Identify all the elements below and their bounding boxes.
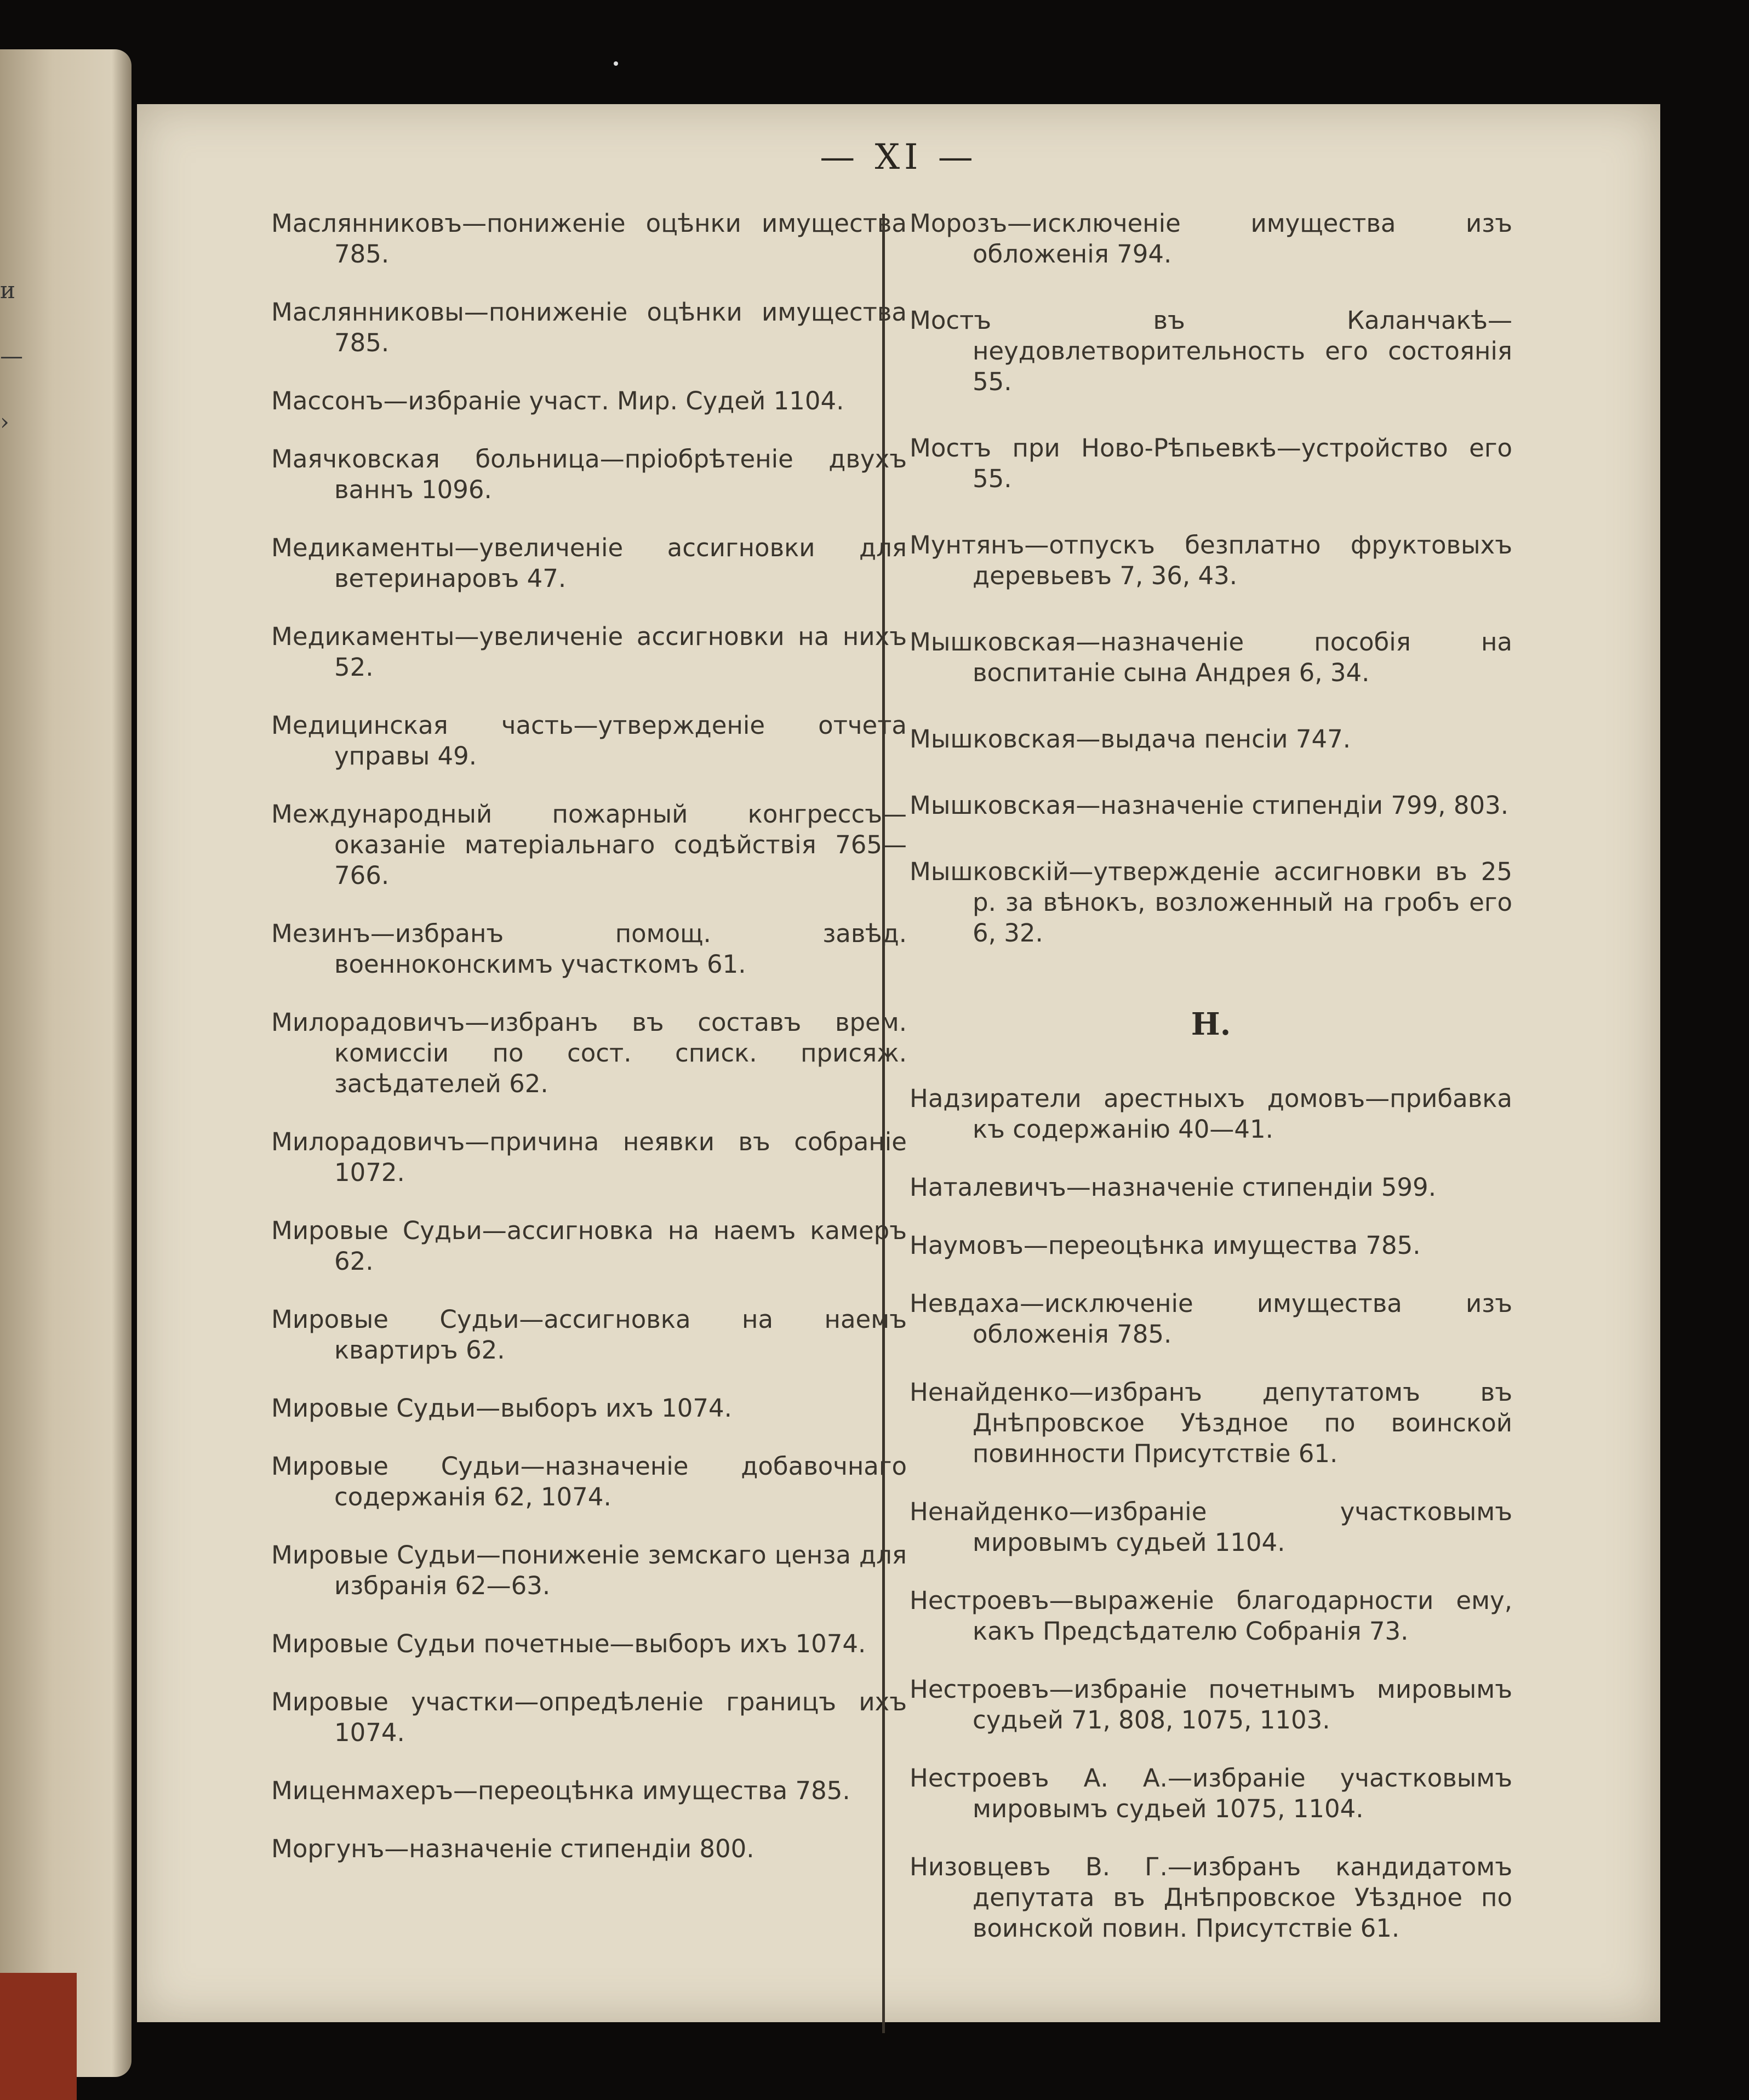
index-entry: Нестроевъ А. А.—избраніе участковымъ мировымъ судьей 1075, 1104. xyxy=(910,1764,1512,1823)
index-entry: Маячковская больница—пріобрѣтеніе двухъ ваннъ 1096. xyxy=(271,444,907,504)
index-page xyxy=(137,104,1660,2022)
margin-mark: — xyxy=(0,343,23,369)
index-entry: Массонъ—избраніе участ. Мир. Судей 1104. xyxy=(271,386,844,415)
index-entry: Нестроевъ—избраніе почетнымъ мировымъ судьей 71, 808, 1075, 1103. xyxy=(910,1675,1512,1734)
previous-page-edge xyxy=(0,49,132,2077)
index-entry: Маслянниковы—пониженіе оцѣнки имущества 785. xyxy=(271,298,907,357)
index-entry: Милорадовичъ—причина неявки въ собраніе 1072. xyxy=(271,1127,907,1187)
section-letter-heading: Н. xyxy=(1191,1006,1231,1042)
index-entry: Мировые Судьи—ассигновка на наемъ камеръ 62. xyxy=(271,1216,907,1276)
index-entry: Низовцевъ В. Г.—избранъ кандидатомъ депутата въ Днѣпровское Уѣздное по воинской повин. Присутствіе 61. xyxy=(910,1852,1512,1943)
index-entry: Ненайденко—избраніе участковымъ мировымъ судьей 1104. xyxy=(910,1497,1512,1557)
previous-page-text-fragments xyxy=(0,258,23,455)
index-entry: Милорадовичъ—избранъ въ составъ врем. комиссіи по сост. списк. присяж. засѣдателей 62. xyxy=(271,1008,907,1098)
index-entry: Медикаменты—увеличеніе ассигновки на нихъ 52. xyxy=(271,622,907,682)
index-entry: Медицинская часть—утвержденіе отчета управы 49. xyxy=(271,711,907,771)
index-entry: Мунтянъ—отпускъ безплатно фруктовыхъ деревьевъ 7, 36, 43. xyxy=(910,530,1512,590)
right-column xyxy=(910,208,1512,1944)
index-entry: Мировые Судьи—выборъ ихъ 1074. xyxy=(271,1394,732,1423)
index-entry: Мышковскій—утвержденіе ассигновки въ 25 р. за вѣнокъ, возложенный на гробъ его 6, 32. xyxy=(910,857,1512,948)
index-entry: Миценмахеръ—переоцѣнка имущества 785. xyxy=(271,1776,850,1805)
index-entry: Маслянниковъ—пониженіе оцѣнки имущества 785. xyxy=(271,209,907,269)
index-entry: Мышковская—назначеніе пособія на воспитаніе сына Андрея 6, 34. xyxy=(910,627,1512,687)
index-entry: Наумовъ—переоцѣнка имущества 785. xyxy=(910,1231,1421,1260)
margin-mark: › xyxy=(0,408,9,435)
dust-speck xyxy=(614,61,618,66)
index-entry: Мостъ при Ново-Рѣпьевкѣ—устройство его 55. xyxy=(910,433,1512,493)
index-entry: Невдаха—исключеніе имущества изъ обложенія 785. xyxy=(910,1289,1512,1349)
index-entry: Наталевичъ—назначеніе стипендіи 599. xyxy=(910,1173,1436,1202)
index-entry: Моргунъ—назначеніе стипендіи 800. xyxy=(271,1834,755,1863)
index-entry: Морозъ—исключеніе имущества изъ обложенія 794. xyxy=(910,209,1512,269)
index-entry: Мировые Судьи почетные—выборъ ихъ 1074. xyxy=(271,1629,866,1658)
index-entry: Мировые Судьи—назначеніе добавочнаго содержанія 62, 1074. xyxy=(271,1452,907,1511)
margin-mark: и xyxy=(0,277,15,304)
index-entry: Мышковская—выдача пенсіи 747. xyxy=(910,724,1351,754)
index-entry: Мировые Судьи—ассигновка на наемъ квартиръ 62. xyxy=(271,1305,907,1365)
index-entry: Медикаменты—увеличеніе ассигновки для ветеринаровъ 47. xyxy=(271,533,907,593)
index-entry: Нестроевъ—выраженіе благодарности ему, какъ Предсѣдателю Собранія 73. xyxy=(910,1586,1512,1646)
index-entry: Мировые Судьи—пониженіе земскаго ценза для избранія 62—63. xyxy=(271,1540,907,1600)
index-entry: Мировые участки—опредѣленіе границъ ихъ 1074. xyxy=(271,1687,907,1747)
index-entry: Международный пожарный конгрессъ—оказаніе матеріальнаго содѣйствія 765—766. xyxy=(271,800,907,890)
left-column xyxy=(271,208,907,1864)
page-number: — XI — xyxy=(820,137,978,178)
index-entry: Мезинъ—избранъ помощ. завѣд. военноконскимъ участкомъ 61. xyxy=(271,919,907,979)
index-entry: Мостъ въ Каланчакѣ—неудовлетворительность его состоянія 55. xyxy=(910,306,1512,396)
index-entry: Надзиратели арестныхъ домовъ—прибавка къ содержанію 40—41. xyxy=(910,1084,1512,1144)
index-entry: Ненайденко—избранъ депутатомъ въ Днѣпровское Уѣздное по воинской повинности Присутствіе 61. xyxy=(910,1378,1512,1468)
book-spine-bottom xyxy=(0,1973,77,2100)
index-entry: Мышковская—назначеніе стипендіи 799, 803. xyxy=(910,791,1509,820)
